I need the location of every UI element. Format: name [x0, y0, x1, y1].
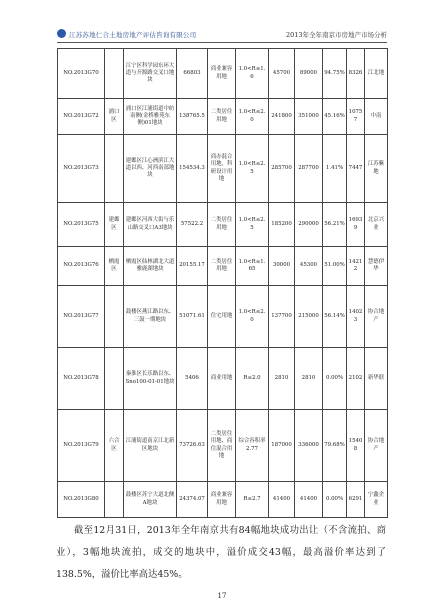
cell-far: R≤2.7 [236, 482, 269, 518]
cell-premium: 79.68% [323, 410, 347, 482]
cell-floor-price: 6291 [347, 482, 365, 518]
cell-deal-price: 287700 [295, 135, 323, 203]
cell-deal-price: 336000 [295, 410, 323, 482]
cell-location: 建邺区江心洲滨江大道以西、河西南部地块 [124, 135, 177, 203]
cell-location: 江浦街道南京江北新区地块 [124, 410, 177, 482]
cell-area: 5406 [177, 348, 208, 410]
cell-far: 1.0<R≤2.5 [236, 135, 269, 203]
cell-district: 栖霞区 [105, 247, 124, 286]
cell-area: 51071.61 [177, 286, 208, 348]
cell-location: 鼓楼区苏宁大道北侧A地块 [124, 482, 177, 518]
cell-far: 1.0<R≤1.65 [236, 247, 269, 286]
cell-premium: 0.00% [323, 348, 347, 410]
cell-floor-price: 14023 [347, 286, 365, 348]
cell-use: 二类居住用地 [208, 99, 236, 135]
cell-id: NO.2013G78 [58, 348, 105, 410]
cell-location: 浦口区江浦街道中纺南侧(金桥雅苑东侧)01地块 [124, 99, 177, 135]
cell-id: NO.2013G75 [58, 203, 105, 247]
cell-id: NO.2013G79 [58, 410, 105, 482]
cell-id: NO.2013G80 [58, 482, 105, 518]
cell-deal-price: 2810 [295, 348, 323, 410]
cell-buyer: 新华联 [365, 348, 388, 410]
cell-area: 57522.2 [177, 203, 208, 247]
page-header [57, 28, 387, 43]
cell-use: 商业用地 [208, 348, 236, 410]
cell-premium: 51.00% [323, 247, 347, 286]
cell-use: 商办混合用地，科研设计用地 [208, 135, 236, 203]
cell-far: 1.0<R≤2.5 [236, 203, 269, 247]
page-number: 17 [217, 592, 227, 600]
table-row [58, 203, 388, 247]
cell-id: NO.2013G76 [58, 247, 105, 286]
cell-use: 二类居住用地 [208, 247, 236, 286]
cell-buyer: 中南 [365, 99, 388, 135]
cell-far: 1.0<R≤1.6 [236, 49, 269, 99]
cell-deal-price: 290000 [295, 203, 323, 247]
cell-area: 20155.17 [177, 247, 208, 286]
cell-far: 综合容积率2.77 [236, 410, 269, 482]
cell-id: NO.2013G70 [58, 49, 105, 99]
company-name: 江苏苏地仁合土地房地产评估咨询有限公司 [69, 31, 197, 39]
cell-start-price: 2810 [269, 348, 295, 410]
cell-far: 1.0<R≤2.0 [236, 99, 269, 135]
cell-location: 江宁区科学园东环大道与开源路交叉口地块 [124, 49, 177, 99]
summary-paragraph: 截至12月31日，2013年全年南京共有84幅地块成功出让（不含流拍、商业），3幅地块流拍，成交的地块中，溢价成交43幅，最高溢价率达到了138.5%，溢价比率高达45%。 [56, 525, 386, 580]
cell-area: 138765.5 [177, 99, 208, 135]
cell-district [105, 49, 124, 99]
cell-area: 66803 [177, 49, 208, 99]
cell-start-price: 41400 [269, 482, 295, 518]
cell-buyer: 慧德伊华 [365, 247, 388, 286]
cell-floor-price: 10757 [347, 99, 365, 135]
cell-use: 住宅用地 [208, 286, 236, 348]
cell-deal-price: 45300 [295, 247, 323, 286]
table-row [58, 482, 388, 518]
cell-id: NO.2013G73 [58, 135, 105, 203]
cell-location: 秦淮区长乐路以东、Sno100-01-01地块 [124, 348, 177, 410]
table-row [58, 247, 388, 286]
cell-location: 鼓楼区燕江路以东、三鼓一期地块 [124, 286, 177, 348]
cell-floor-price: 15408 [347, 410, 365, 482]
cell-far: 1.0<R≤2.0 [236, 286, 269, 348]
cell-deal-price: 41400 [295, 482, 323, 518]
report-title: 2013年全年南京市房地产市场分析 [285, 31, 387, 39]
cell-district: 六合区 [105, 410, 124, 482]
table-row [58, 286, 388, 348]
cell-start-price: 185200 [269, 203, 295, 247]
cell-district [105, 482, 124, 518]
cell-floor-price: 7447 [347, 135, 365, 203]
cell-deal-price: 215000 [295, 286, 323, 348]
cell-district [105, 348, 124, 410]
cell-buyer: 北京兴业 [365, 203, 388, 247]
cell-premium: 56.14% [323, 286, 347, 348]
cell-deal-price: 351000 [295, 99, 323, 135]
cell-premium: 45.16% [323, 99, 347, 135]
cell-premium: 1.41% [323, 135, 347, 203]
cell-start-price: 30000 [269, 247, 295, 286]
cell-start-price: 45700 [269, 49, 295, 99]
table-row [58, 99, 388, 135]
cell-buyer: 江苏紫地 [365, 135, 388, 203]
cell-location: 建邺区河西大街与乐山路交叉口A3地块 [124, 203, 177, 247]
land-auction-table [57, 48, 388, 518]
cell-buyer: 协合地产 [365, 410, 388, 482]
cell-id: NO.2013G77 [58, 286, 105, 348]
cell-location: 栖霞区仙林湖北大道雅鹿湖地块 [124, 247, 177, 286]
table-row [58, 49, 388, 99]
cell-premium: 0.00% [323, 482, 347, 518]
cell-use: 二类居住用地、商住混合用地 [208, 410, 236, 482]
cell-far: R≤2.0 [236, 348, 269, 410]
cell-buyer: 宁鑫企业 [365, 482, 388, 518]
cell-area: 154534.3 [177, 135, 208, 203]
cell-district [105, 286, 124, 348]
cell-use: 商业兼容用地 [208, 49, 236, 99]
table-row [58, 135, 388, 203]
cell-start-price: 137700 [269, 286, 295, 348]
cell-start-price: 241800 [269, 99, 295, 135]
cell-floor-price: 16939 [347, 203, 365, 247]
table-row [58, 348, 388, 410]
cell-district: 建邺区 [105, 203, 124, 247]
cell-floor-price: 8326 [347, 49, 365, 99]
cell-use: 商业兼容用地 [208, 482, 236, 518]
cell-floor-price: 2102 [347, 348, 365, 410]
cell-district [105, 135, 124, 203]
cell-area: 24374.07 [177, 482, 208, 518]
cell-area: 73726.63 [177, 410, 208, 482]
cell-deal-price: 89000 [295, 49, 323, 99]
cell-id: NO.2013G72 [58, 99, 105, 135]
cell-buyer: 协合地产 [365, 286, 388, 348]
cell-premium: 94.75% [323, 49, 347, 99]
cell-buyer: 江北地 [365, 49, 388, 99]
company-logo-icon [57, 29, 66, 38]
cell-use: 二类居住用地 [208, 203, 236, 247]
table-row [58, 410, 388, 482]
cell-start-price: 187000 [269, 410, 295, 482]
cell-floor-price: 14212 [347, 247, 365, 286]
cell-start-price: 285700 [269, 135, 295, 203]
cell-premium: 56.21% [323, 203, 347, 247]
cell-district: 浦口区 [105, 99, 124, 135]
